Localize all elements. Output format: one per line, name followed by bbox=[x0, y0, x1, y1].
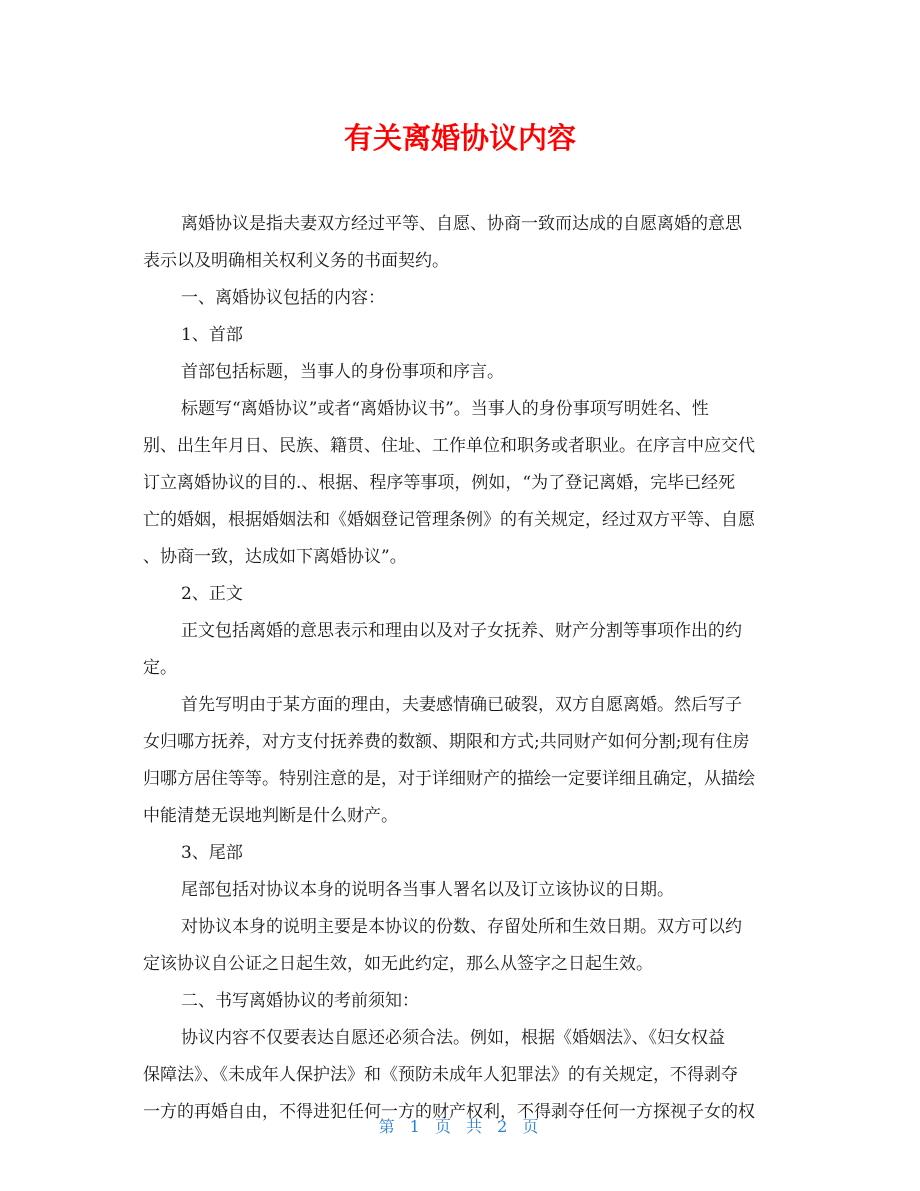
body-text-line: 表示以及明确相关权利义务的书面契约。 bbox=[143, 251, 449, 271]
body-text-line: 正文包括离婚的意思表示和理由以及对子女抚养、财产分割等事项作出的约 bbox=[181, 621, 742, 641]
body-text-line: 归哪方居住等等。特别注意的是，对于详细财产的描绘一定要详细且确定，从描绘 bbox=[143, 769, 755, 789]
body-text-line: 一方的再婚自由，不得进犯任何一方的财产权利，不得剥夺任何一方探视子女的权 bbox=[143, 1102, 755, 1122]
body-text-line: 定该协议自公证之日起生效，如无此约定，那么从签字之日起生效。 bbox=[143, 954, 653, 974]
body-text-line: 定。 bbox=[143, 658, 177, 678]
body-text-line: 、协商一致，达成如下离婚协议”。 bbox=[143, 547, 407, 567]
body-text-line: 首先写明由于某方面的理由，夫妻感情确已破裂，双方自愿离婚。然后写子 bbox=[181, 695, 742, 715]
body-text-line: 首部包括标题，当事人的身份事项和序言。 bbox=[181, 362, 504, 382]
body-text-line: 二、书写离婚协议的考前须知： bbox=[181, 991, 419, 1011]
body-text-line: 标题写“离婚协议”或者“离婚协议书”。当事人的身份事项写明姓名、性 bbox=[181, 399, 709, 419]
document-title: 有关离婚协议内容 bbox=[343, 121, 576, 155]
body-text-line: 一、离婚协议包括的内容： bbox=[181, 288, 385, 308]
page-number-footer: 第 1 页 共 2 页 bbox=[378, 1117, 542, 1136]
body-text-line: 对协议本身的说明主要是本协议的份数、存留处所和生效日期。双方可以约 bbox=[181, 917, 742, 937]
body-text-line: 亡的婚姻，根据婚姻法和《婚姻登记管理条例》的有关规定，经过双方平等、自愿 bbox=[143, 510, 755, 530]
body-text-line: 2、正文 bbox=[181, 584, 243, 604]
body-text-line: 订立离婚协议的目的.、根据、程序等事项，例如，“为了登记离婚，完毕已经死 bbox=[143, 473, 736, 493]
body-text-line: 中能清楚无误地判断是什么财产。 bbox=[143, 806, 398, 826]
body-text-line: 3、尾部 bbox=[181, 843, 243, 863]
body-text-line: 1、首部 bbox=[181, 325, 243, 345]
body-text-line: 别、出生年月日、民族、籍贯、住址、工作单位和职务或者职业。在序言中应交代 bbox=[143, 436, 755, 456]
body-text-line: 女归哪方抚养，对方支付抚养费的数额、期限和方式;共同财产如何分割;现有住房 bbox=[143, 732, 750, 752]
body-text-line: 尾部包括对协议本身的说明各当事人署名以及订立该协议的日期。 bbox=[181, 880, 674, 900]
body-text-line: 保障法》、《未成年人保护法》和《预防未成年人犯罪法》的有关规定，不得剥夺 bbox=[143, 1065, 738, 1085]
body-text-line: 离婚协议是指夫妻双方经过平等、自愿、协商一致而达成的自愿离婚的意思 bbox=[181, 214, 742, 234]
body-text-line: 协议内容不仅要表达自愿还必须合法。例如，根据《婚姻法》、《妇女权益 bbox=[181, 1028, 725, 1048]
